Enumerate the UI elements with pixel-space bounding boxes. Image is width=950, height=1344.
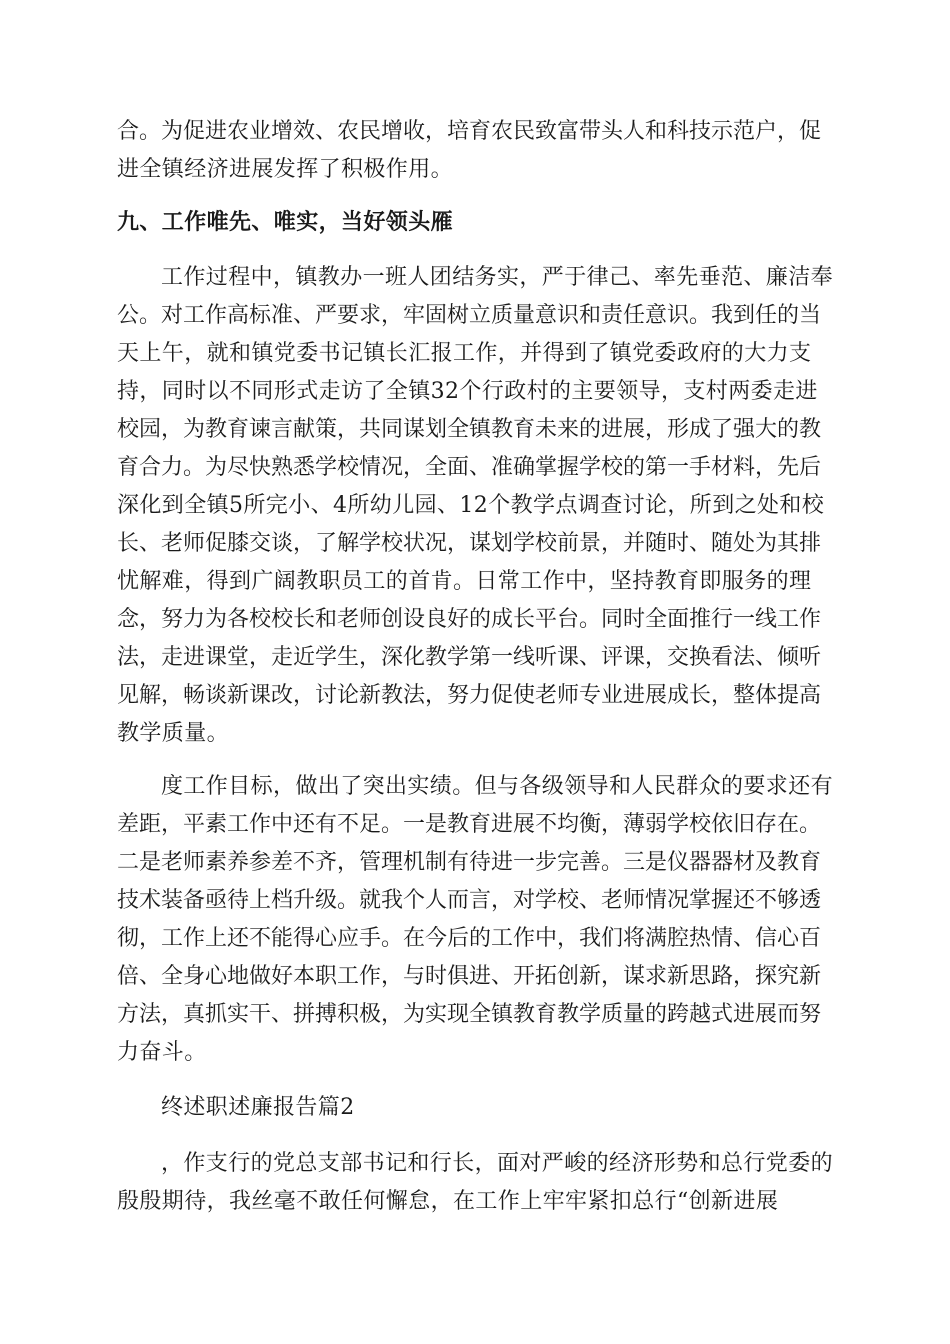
- text-line: 殷殷期待，我丝毫不敢任何懈怠，在工作上牢牢紧扣总行“创新进展: [117, 1189, 779, 1214]
- article-title-text: 终述职述廉报告篇2: [161, 1095, 355, 1120]
- text-line: 校园，为教育谏言献策，共同谋划全镇教育未来的进展，形成了强大的教: [117, 417, 822, 442]
- text-line: 忧解难，得到广阔教职员工的首肯。日常工作中，坚持教育即服务的理: [117, 569, 812, 594]
- text-line: 工作过程中，镇教办一班人团结务实，严于律己、率先垂范、廉洁奉: [161, 265, 834, 290]
- text-line: 力奋斗。: [117, 1040, 207, 1065]
- text-line: 持，同时以不同形式走访了全镇32个行政村的主要领导，支村两委走进: [117, 379, 818, 404]
- text-line: 长、老师促膝交谈，了解学校状况，谋划学校前景，并随时、随处为其排: [117, 531, 822, 556]
- section-heading-text: 九、工作唯先、唯实，当好领头雁: [117, 210, 454, 235]
- text-line: 育合力。为尽快熟悉学校情况，全面、准确掌握学校的第一手材料，先后: [117, 455, 822, 480]
- text-line: 天上午，就和镇党委书记镇长汇报工作，并得到了镇党委政府的大力支: [117, 341, 812, 366]
- text-line: 倍、全身心地做好本职工作，与时俱进、开拓创新，谋求新思路，探究新: [117, 964, 822, 989]
- text-line: 方法，真抓实干、拼搏积极，为实现全镇教育教学质量的跨越式进展而努: [117, 1002, 822, 1027]
- text-line: 度工作目标，做出了突出实绩。但与各级领导和人民群众的要求还有: [161, 774, 834, 799]
- text-line: 二是老师素养参差不齐，管理机制有待进一步完善。三是仪器器材及教育: [117, 850, 822, 875]
- text-line: 念，努力为各校校长和老师创设良好的成长平台。同时全面推行一线工作: [117, 607, 822, 632]
- text-line: 差距，平素工作中还有不足。一是教育进展不均衡，薄弱学校依旧存在。: [117, 812, 822, 837]
- text-line: 深化到全镇5所完小、4所幼儿园、12个教学点调查讨论，所到之处和校: [117, 493, 825, 518]
- text-line: 合。为促进农业增效、农民增收，培育农民致富带头人和科技示范户，促: [117, 119, 822, 144]
- text-line: 法，走进课堂，走近学生，深化教学第一线听课、评课，交换看法、倾听: [117, 645, 822, 670]
- text-line: 进全镇经济进展发挥了积极作用。: [117, 157, 454, 182]
- text-line: 见解，畅谈新课改，讨论新教法，努力促使老师专业进展成长，整体提高: [117, 683, 822, 708]
- text-line: 教学质量。: [117, 721, 230, 746]
- text-line: 公。对工作高标准、严要求，牢固树立质量意识和责任意识。我到任的当: [117, 303, 822, 328]
- text-line: 彻，工作上还不能得心应手。在今后的工作中，我们将满腔热情、信心百: [117, 926, 822, 951]
- text-line: ，作支行的党总支部书记和行长，面对严峻的经济形势和总行党委的: [161, 1151, 834, 1176]
- text-line: 技术装备亟待上档升级。就我个人而言，对学校、老师情况掌握还不够透: [117, 888, 822, 913]
